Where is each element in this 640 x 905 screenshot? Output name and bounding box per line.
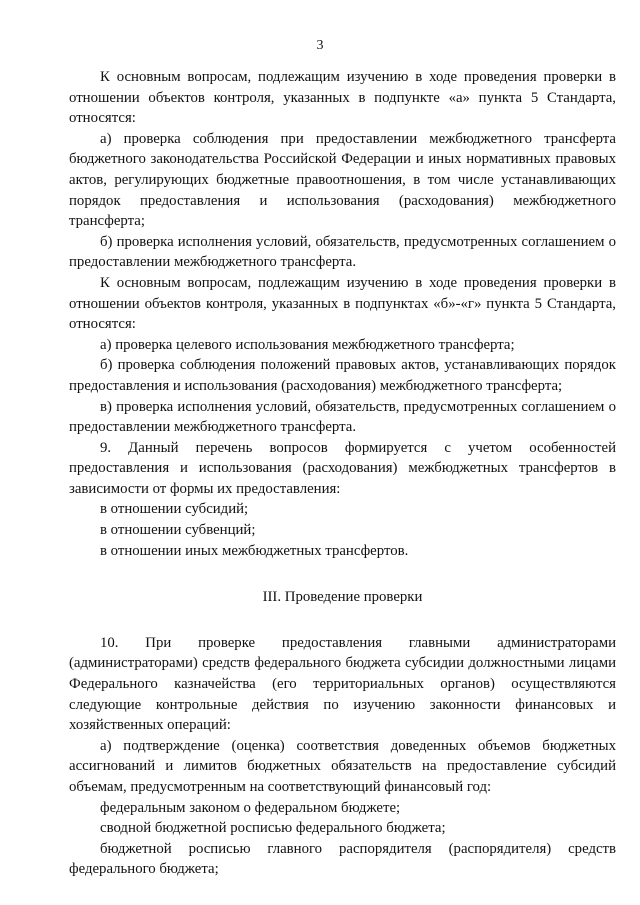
document-body	[69, 67, 616, 880]
list-item-budget-list: бюджетной росписью главного распорядителя (распорядителя) средств федерального бюджета;	[69, 840, 616, 878]
paragraph-questions-intro-a: К основным вопросам, подлежащим изучению в ходе проведения проверки в отношении объектов контроля, указанных в подпункте «а» пункта 5 Стандарта, относятся:	[69, 69, 616, 127]
page-number: 3	[316, 38, 324, 53]
paragraph-questions-intro-b-g: К основным вопросам, подлежащим изучению в ходе проведения проверки в отношении объектов контроля, указанных в подпунктах «б»-«г» пункта 5 Стандарта, относятся:	[69, 274, 616, 333]
paragraph-item-v-conditions: в) проверка исполнения условий, обязательств, предусмотренных соглашением о предоставлении межбюджетного трансферта.	[69, 398, 616, 436]
paragraph-point-10: 10. При проверке предоставления главными администраторами (администраторами) средств федерального бюджета субсидии должностными лицами Федерального казначейства (его территориальных органов) осуществляются следующие контрольные действия по изучению законности финансовых и хозяйственных операций:	[69, 634, 616, 734]
list-item-other-transfers: в отношении иных межбюджетных трансфертов.	[100, 542, 409, 559]
paragraph-item-a-compliance: а) проверка соблюдения при предоставлении межбюджетного трансферта бюджетного законодательства Российской Федерации и иных нормативных правовых актов, регулирующих бюджетные правоотношения, в том числе устанавливающих порядок предоставления и использования (расходования) межбюджетного трансферта;	[69, 130, 616, 230]
paragraph-item-a-target-use: а) проверка целевого использования межбюджетного трансферта;	[100, 336, 515, 353]
paragraph-item-b-conditions: б) проверка исполнения условий, обязательств, предусмотренных соглашением о предоставлении межбюджетного трансферта.	[69, 233, 616, 271]
paragraph-item-b-legal-acts: б) проверка соблюдения положений правовых актов, устанавливающих порядок предоставления и использования (расходования) межбюджетного трансферта;	[69, 357, 616, 394]
list-item-consolidated-list: сводной бюджетной росписью федерального бюджета;	[100, 820, 446, 837]
paragraph-item-a-confirmation: а) подтверждение (оценка) соответствия доведенных объемов бюджетных ассигнований и лимитов бюджетных обязательств на предоставление субсидий объемам, предусмотренным на соответствующий финансовый год:	[69, 737, 616, 795]
list-item-federal-law: федеральным законом о федеральном бюджете;	[100, 799, 401, 816]
section-heading: III. Проведение проверки	[262, 589, 423, 606]
list-item-subventions: в отношении субвенций;	[100, 522, 256, 539]
paragraph-point-9: 9. Данный перечень вопросов формируется с учетом особенностей предоставления и использования (расходования) межбюджетных трансфертов в зависимости от формы их предоставления:	[69, 439, 616, 497]
list-item-subsidies: в отношении субсидий;	[100, 501, 249, 518]
